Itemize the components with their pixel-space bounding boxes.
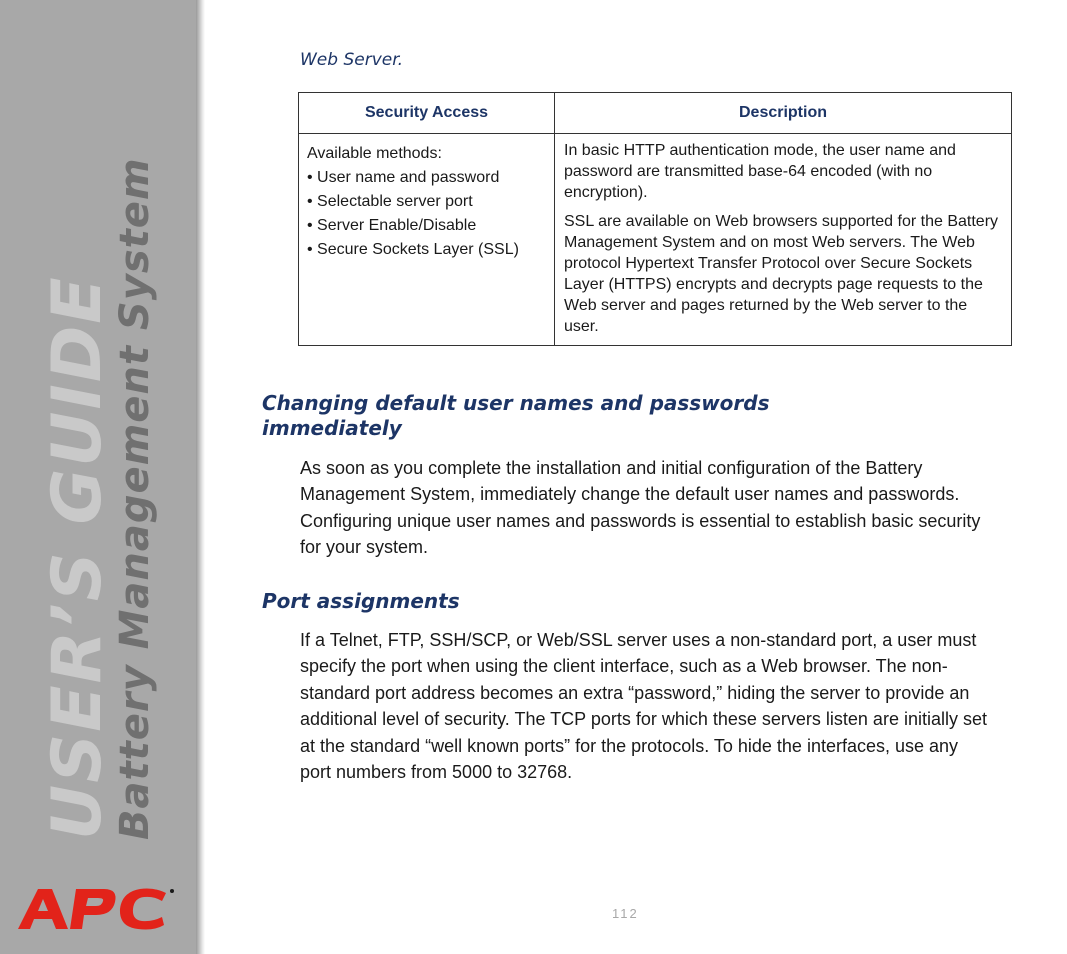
description-paragraph: In basic HTTP authentication mode, the user name and password are transmitted base-64 encoded (with no encryption). (564, 142, 956, 201)
table-header-row (299, 93, 1012, 134)
heading-port-assignments: Port assignments (262, 589, 460, 613)
list-item: • Server Enable/Disable (307, 217, 477, 234)
product-name: Battery Management System (112, 157, 158, 840)
description-paragraph: SSL are available on Web browsers supported for the Battery Management System and on most Web servers. The Web protocol Hypertext Transfer Protocol over Secure Sockets Layer (HTTPS) encrypts and decrypts page requests to the Web server and pages returned by the Web server to the user. (564, 213, 999, 335)
description-cell (555, 134, 1012, 346)
list-item: • User name and password (307, 169, 500, 186)
list-item: Available methods: (307, 145, 442, 162)
security-access-cell (299, 134, 555, 346)
apc-logo (18, 885, 176, 933)
list-item: • Selectable server port (307, 193, 473, 210)
column-header-description: Description (555, 93, 1012, 134)
security-access-table (298, 92, 1012, 346)
column-header-security-access: Security Access (299, 93, 555, 134)
paragraph-port-assignments: If a Telnet, FTP, SSH/SCP, or Web/SSL server uses a non-standard port, a user must specify the port when using the client interface, such as a Web browser. The non-standard port address becomes an extra “password,” hiding the server to provide an additional level of security. The TCP ports for which these servers listen are initially set at the standard “well known ports” for the protocols. To hide the interfaces, use any port numbers from 5000 to 32768. (300, 630, 987, 783)
sidebar-edge-shadow (196, 0, 205, 954)
list-item: • Secure Sockets Layer (SSL) (307, 241, 519, 258)
guide-title: USER’S GUIDE (38, 275, 117, 840)
paragraph-changing-defaults: As soon as you complete the installation and initial configuration of the Battery Management System, immediately change the default user names and passwords. Configuring unique user names and passwords is essential to establish basic security for your system. (300, 458, 981, 558)
section-label: Web Server. (300, 50, 404, 70)
heading-changing-defaults: Changing default user names and passwords immediately (262, 391, 770, 440)
table-row (299, 134, 1012, 346)
page-number: 112 (612, 906, 639, 921)
